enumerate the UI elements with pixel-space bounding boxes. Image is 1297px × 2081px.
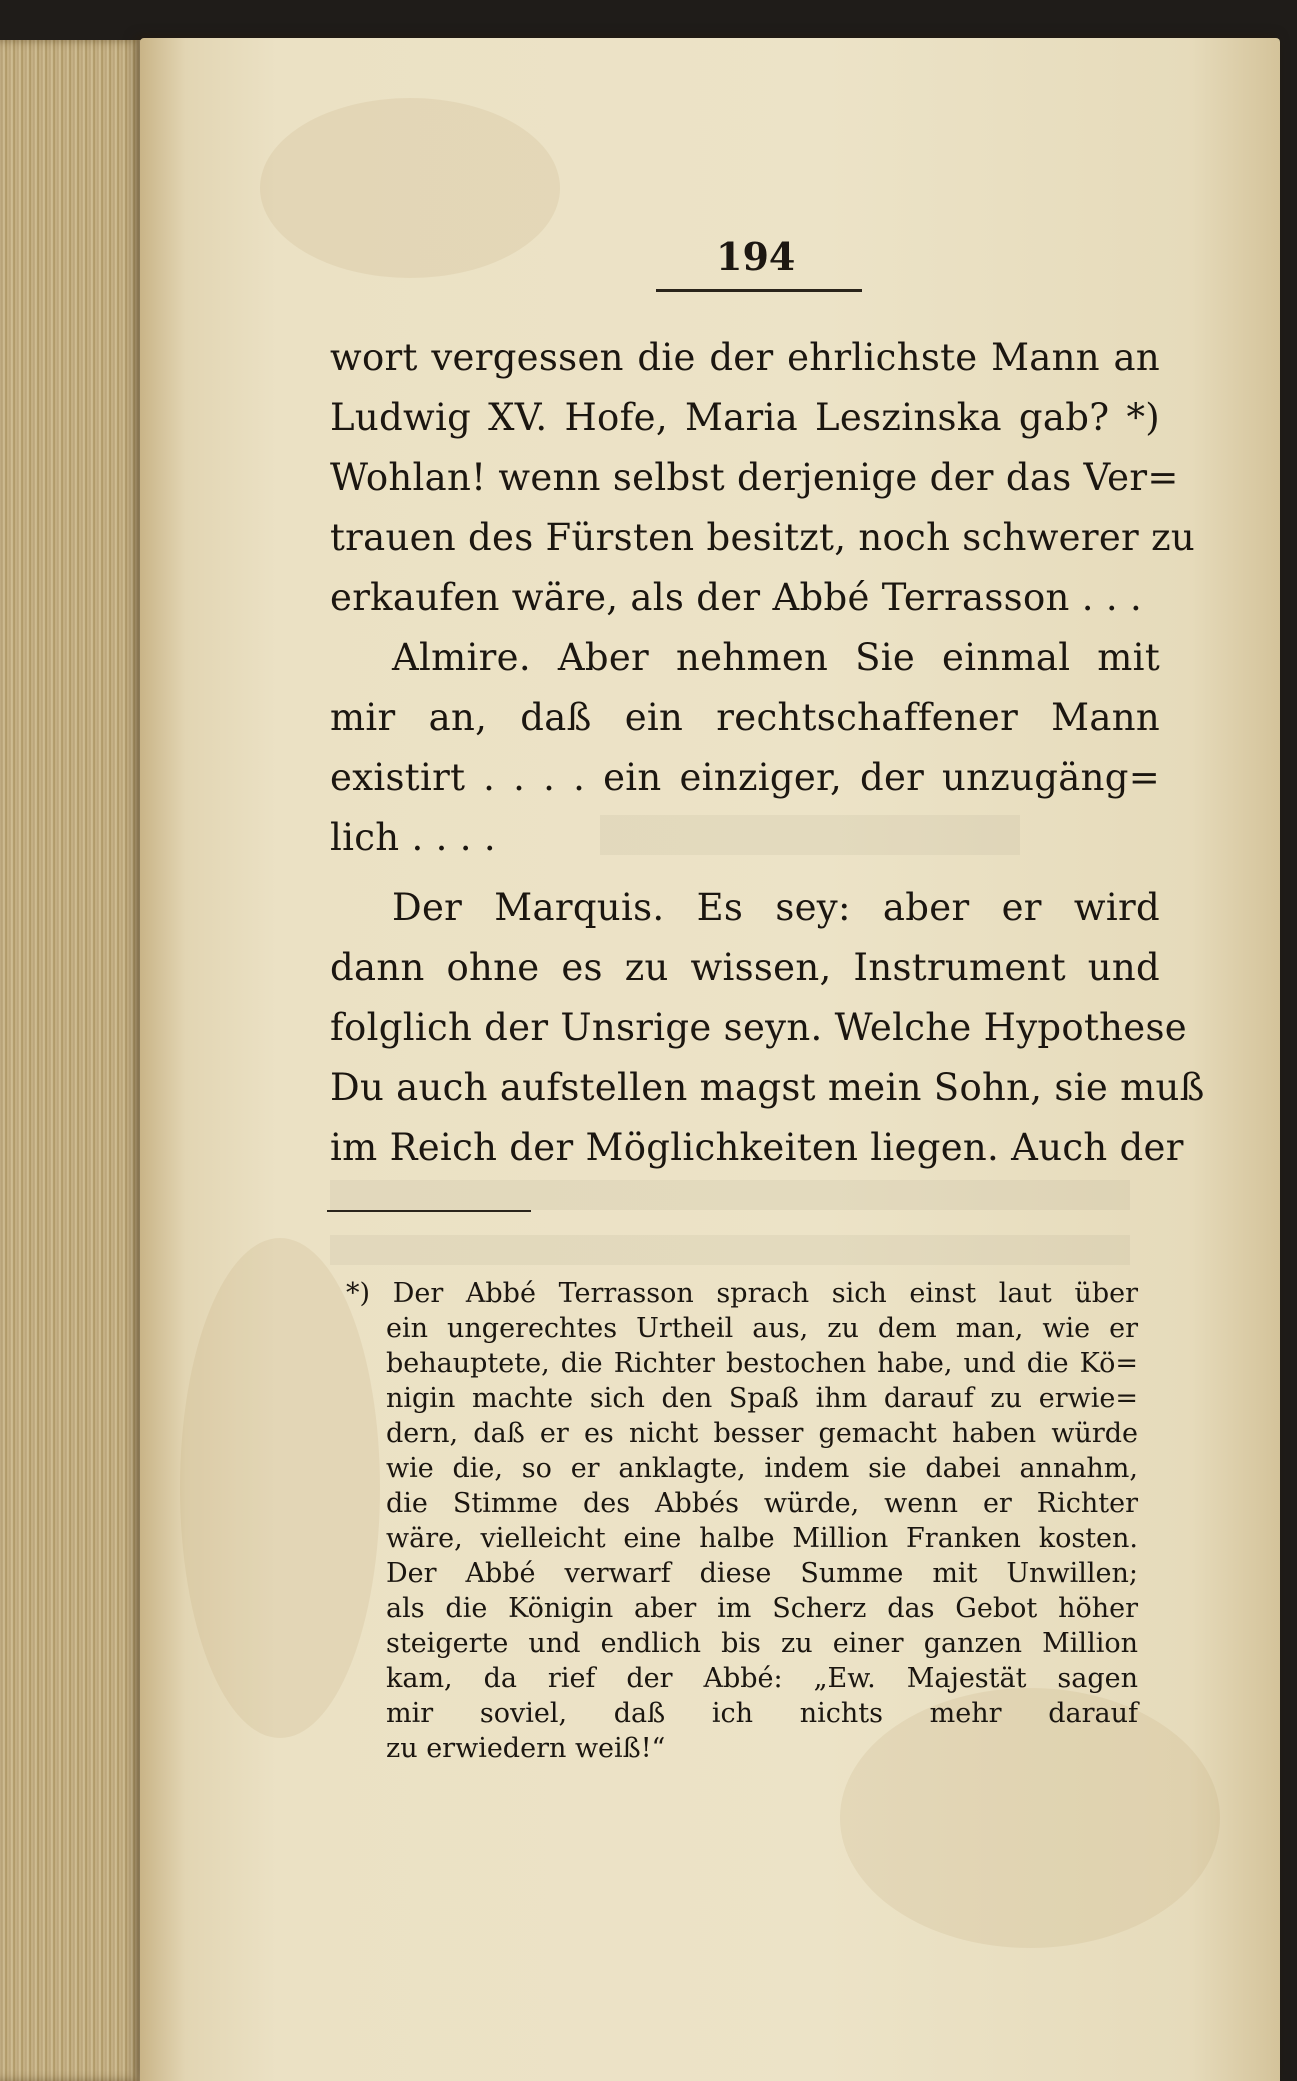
footnote-line: steigerte und endlich bis zu einer ganzen Million [386,1628,1138,1659]
body-text-line: Ludwig XV. Hofe, Maria Leszinska gab? *) [330,396,1160,439]
body-text-line: wort vergessen die der ehrlichste Mann an [330,336,1160,379]
footnote-line: *) Der Abbé Terrasson sprach sich einst laut über [346,1278,1138,1309]
speaker-line-marquis: Der Marquis. Es sey: aber er wird [392,886,1160,929]
footnote-line: dern, daß er es nicht besser gemacht haben würde [386,1418,1138,1449]
footnote-line: zu erwiedern weiß!“ [386,1733,666,1764]
body-text-line: dann ohne es zu wissen, Instrument und [330,946,1160,989]
body-text-line: mir an, daß ein rechtschaffener Mann [330,696,1160,739]
speaker-line-almire: Almire. Aber nehmen Sie einmal mit [392,636,1160,679]
footnote-line: wie die, so er anklagte, indem sie dabei annahm, [386,1453,1138,1484]
show-through-smudge [330,1180,1130,1210]
body-text-line: lich . . . . [330,816,496,859]
header-rule [656,289,862,292]
paper-stain [180,1238,380,1738]
footnote-line: ein ungerechtes Urtheil aus, zu dem man, wie er [386,1313,1138,1344]
body-text-line: trauen des Fürsten besitzt, noch schwerer zu [330,516,1196,559]
body-text-line: Du auch aufstellen magst mein Sohn, sie muß [330,1066,1205,1109]
footnote-line: kam, da rief der Abbé: „Ew. Majestät sagen [386,1663,1138,1694]
show-through-smudge [330,1235,1130,1265]
footnote-line: mir soviel, daß ich nichts mehr darauf [386,1698,1138,1729]
paper-stain [260,98,560,278]
footnote-line: nigin machte sich den Spaß ihm darauf zu erwie= [386,1383,1138,1414]
footnote-line: die Stimme des Abbés würde, wenn er Richter [386,1488,1138,1519]
book-page-edges [0,40,150,2081]
body-text-line: Wohlan! wenn selbst derjenige der das Ver= [330,456,1179,499]
body-text-line: existirt . . . . ein einziger, der unzugäng= [330,756,1160,799]
footnote-line: als die Königin aber im Scherz das Gebot höher [386,1593,1138,1624]
footnote-line: Der Abbé verwarf diese Summe mit Unwillen; [386,1558,1138,1589]
body-text-line: im Reich der Möglichkeiten liegen. Auch der [330,1126,1184,1169]
body-text-line: folglich der Unsrige seyn. Welche Hypothese [330,1006,1187,1049]
footnote-rule [327,1210,531,1212]
show-through-smudge [600,815,1020,855]
footnote-line: wäre, vielleicht eine halbe Million Franken kosten. [386,1523,1138,1554]
body-text-line: erkaufen wäre, als der Abbé Terrasson . . . [330,576,1143,619]
page-number: 194 [716,234,796,279]
footnote-line: behauptete, die Richter bestochen habe, und die Kö= [386,1348,1138,1379]
